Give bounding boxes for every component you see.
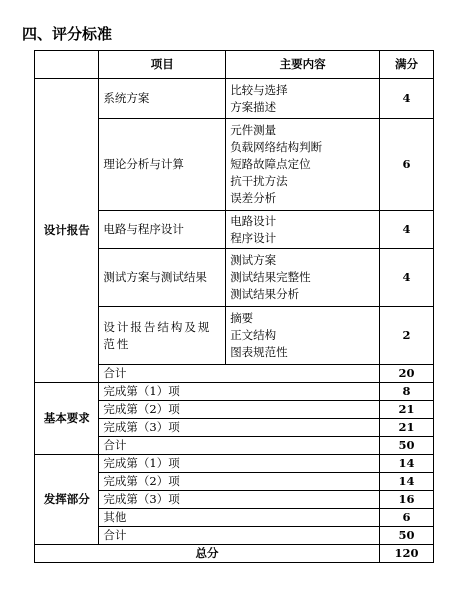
- content-line: 误差分析: [230, 191, 277, 205]
- subtotal-label: 合计: [99, 527, 380, 545]
- content-cell: [226, 119, 380, 211]
- scoring-table: [34, 50, 434, 563]
- header-item: 项目: [99, 51, 226, 79]
- item-label: 完成第（3）项: [99, 491, 380, 509]
- content-line: 图表规范性: [230, 345, 288, 359]
- score-value: 6: [379, 119, 433, 211]
- content-line: 短路故障点定位: [230, 157, 311, 171]
- item-label: 完成第（2）项: [99, 401, 380, 419]
- header-blank: [35, 51, 99, 79]
- subtotal-value: 50: [379, 437, 433, 455]
- score-value: 4: [379, 211, 433, 249]
- subtotal-label: 合计: [99, 437, 380, 455]
- content-line: 正文结构: [230, 328, 277, 342]
- header-content: 主要内容: [226, 51, 380, 79]
- item-label: 电路与程序设计: [99, 211, 226, 249]
- score-value: 21: [379, 419, 433, 437]
- subtotal-label: 合计: [99, 365, 380, 383]
- item-label: 测试方案与测试结果: [99, 249, 226, 307]
- content-cell: [226, 211, 380, 249]
- content-cell: [226, 307, 380, 365]
- content-cell: [226, 249, 380, 307]
- category-basic: 基本要求: [35, 383, 99, 455]
- total-row: [35, 545, 434, 563]
- item-label: 完成第（2）项: [99, 473, 380, 491]
- content-line: 电路设计: [230, 213, 277, 228]
- content-line: 测试结果完整性: [230, 270, 311, 284]
- score-value: 16: [379, 491, 433, 509]
- score-value: 4: [379, 249, 433, 307]
- item-label: 设计报告结构及规范性: [99, 307, 226, 365]
- header-score: 满分: [379, 51, 433, 79]
- score-value: 4: [379, 79, 433, 119]
- content-line: 摘要: [230, 311, 254, 325]
- item-label: 系统方案: [99, 79, 226, 119]
- category-design-report: 设计报告: [35, 79, 99, 383]
- score-value: 8: [379, 383, 433, 401]
- table-header-row: [35, 51, 434, 79]
- content-line: 抗干扰方法: [230, 174, 288, 188]
- score-value: 21: [379, 401, 433, 419]
- content-line: 负载网络结构判断: [230, 140, 323, 154]
- content-cell: [226, 79, 380, 119]
- item-label: 完成第（3）项: [99, 419, 380, 437]
- content-line: 元件测量: [230, 123, 277, 137]
- content-line: 测试结果分析: [230, 287, 300, 301]
- category-extended: 发挥部分: [35, 455, 99, 545]
- content-line: 方案描述: [230, 99, 277, 114]
- total-label: 总分: [35, 545, 380, 563]
- section-heading: 四、评分标准: [22, 25, 113, 43]
- score-value: 2: [379, 307, 433, 365]
- item-label: 完成第（1）项: [99, 383, 380, 401]
- content-line: 比较与选择: [230, 82, 288, 97]
- item-label: 完成第（1）项: [99, 455, 380, 473]
- table-row: [35, 383, 434, 401]
- score-value: 14: [379, 455, 433, 473]
- subtotal-value: 20: [379, 365, 433, 383]
- item-label: 其他: [99, 509, 380, 527]
- table-row: [35, 455, 434, 473]
- score-value: 14: [379, 473, 433, 491]
- table-row: [35, 79, 434, 119]
- subtotal-value: 50: [379, 527, 433, 545]
- score-value: 6: [379, 509, 433, 527]
- content-line: 测试方案: [230, 253, 277, 267]
- total-value: 120: [379, 545, 433, 563]
- content-line: 程序设计: [230, 230, 277, 245]
- item-label: 理论分析与计算: [99, 119, 226, 211]
